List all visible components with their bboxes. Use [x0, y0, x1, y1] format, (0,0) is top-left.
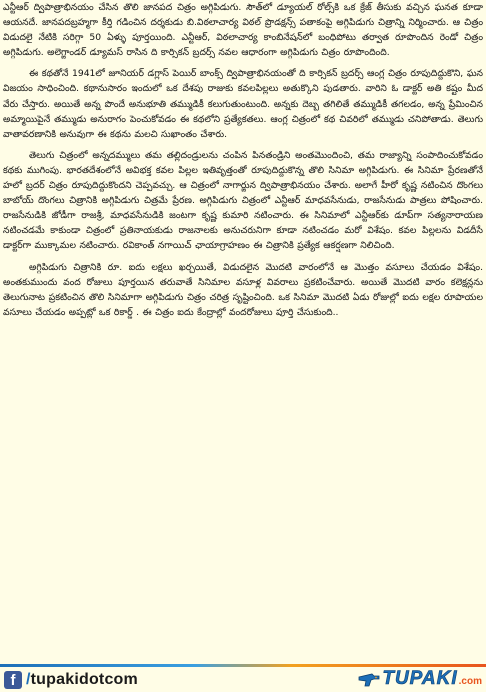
site-name-link[interactable] [26, 670, 138, 690]
article-paragraph: అగ్గిపిడుగు చిత్రానికి రూ. ఐదు లక్షలు ఖర్చయితే, విడుదలైన మొదటి వారంలోనే ఆ మొత్తం వసూలు చేయడం విశేషం. అంతకుముందు వంద రోజులు పూర్తయిన తరువాతే సినిమాల వసూళ్ల వివరాలు ప్రకటించేవారు. అయితే మొదటి వారం కలెక్షన్లను తెలుగునాట ప్రకటించిన తొలి సినిమాగా అగ్గిపిడుగు చిత్రం చరిత్ర సృష్టించింది. ఒక సినిమా మొదటి ఏడు రోజుల్లో ఐదు లక్షల రూపాయల వసూలు చేయడం అప్పట్లో ఒక రికార్డ్ . ఈ చిత్రం ఐదు కేంద్రాల్లో వందరోజులు పూర్తి చేసుకుంది.. [3, 261, 483, 318]
facebook-icon[interactable]: f [4, 671, 22, 689]
article-paragraph: ఈ కథతోనే 1941లో జూనియర్ డగ్లాస్ పెయిర్ బాంక్స్ ద్విపాత్రాభినయంతో ది కార్సికన్ బ్రదర్స్ ఆంగ్ల చిత్రం రూపుదిద్దుకొని, ఘన విజయం సాధించింది. కథానుసారం ఇందులో ఒక దేశపు రాజుకు కవలపిల్లలు అతుక్కొని పుడతారు. వారిని ఓ డాక్టర్ అతి కష్టం మీద వేరు చేస్తారు. అయితే అన్న పొందే అనుభూతి తమ్ముడికీ కలుగుతుంటుంది. అన్నకు దెబ్బ తగిలితే తమ్ముడికీ తగలడం, అన్న ప్రేమించిన అమ్మాయిపైనే తమ్ముడు అనురాగం పెంచుకోవడం ఈ కథలోని ప్రత్యేకతలు. ఆంగ్ల చిత్రంలో కథ చివరిలో తమ్ముడు చనిపోతాడు. తెలుగు వాతావరణానికి అనువుగా ఈ కథను మలచి సుఖాంతం చేశారు. [3, 68, 483, 140]
brand-logo [358, 668, 482, 690]
article-paragraph: ఎన్టీఆర్ ద్విపాత్రాభినయం చేసిన తొలి జానపద చిత్రం అగ్గిపిడుగు. సౌత్‌లో డ్యూయల్ రోల్స్‌కి ఒక క్రేజ్ తీసుకు వచ్చిన ఘనత కూడా ఆయనదే. జానపదబ్రహ్మగా కీర్తి గడించిన దర్శకుడు బి.విఠలాచార్య విఠల్ ప్రొడక్షన్స్ పతాకంపై అగ్గిపిడుగు చిత్రాన్ని నిర్మించారు. ఆ చిత్రం విడుదలై నేటికి సరిగ్గా 50 ఏళ్ళు పూర్తయింది. ఎన్టీఆర్, విఠలాచార్య కాంబినేషన్‌లో బంధిపోటు తర్వాత రూపొందిన రెండో చిత్రం అగ్గిపిడుగు. అలెగ్జాండర్ డ్యూమస్ రాసిన ది కార్సికన్ బ్రదర్స్ నవల ఆధారంగా అగ్గిపిడుగు చిత్రం రూపొందింది. [3, 2, 483, 59]
brand-suffix: .com [458, 676, 482, 687]
footer-divider [0, 664, 486, 667]
gun-icon [358, 670, 380, 688]
article-paragraph: తెలుగు చిత్రంలో అన్నదమ్ములు తమ తల్లిదండ్రులను చంపిన పినతండ్రిని అంతమొందించి, తమ రాజ్యాన్ని సంపాదించుకోవడం కథకు ముగింపు. భారతదేశంలోనే అవిభక్త కవల పిల్లల ఇతివృత్తంతో రూపుదిద్దుకొన్న తొలి సినిమా అగ్గిపిడుగు. ఈ సినిమా ప్రేరణతోనే హలో బ్రదర్ చిత్రం రూపుదిద్దుకొందని చెప్పవచ్చు. ఆ చిత్రంలో నాగార్జున ద్విపాత్రాభినయం చేశారు. అలాగే హీరో కృష్ణ నటించిన దొంగలు బాబోయ్ దొంగలు చిత్రానికి అగ్గిపిడుగు చిత్రమే ప్రేరణ. అగ్గిపిడుగు చిత్రంలో ఎన్టీఆర్ మాధవసేనుడు, రాజసేనుడు పాత్రలు పోషించారు. రాజసేనుడికి జోడీగా రాజశ్రీ, మాధవసేనుడికి జంటగా కృష్ణ కుమారి నటించారు. ఈ సినిమాలో ఎన్టీఆర్‌కు డూప్‌గా సత్యనారాయణ నటించడమే కాకుండా చిత్రంలో ప్రతినాయకుడు రాజనాలకు అనుచరునిగా కూడా నటించడం మరో విశేషం. కవల పిల్లలను విడదీసే డాక్టర్‌గా ముక్కామల నటించారు. రవికాంత్ నగాయిచ్ ఛాయాగ్రాహణం ఈ చిత్రానికి ప్రత్యేక ఆకర్షణగా నిలిచింది. [3, 149, 483, 252]
slash-glyph: / [26, 671, 31, 688]
article-body [3, 0, 483, 664]
watermark-footer [0, 664, 486, 692]
site-name-text: tupakidotcom [30, 671, 138, 688]
brand-name: TUPAKI [382, 668, 458, 689]
